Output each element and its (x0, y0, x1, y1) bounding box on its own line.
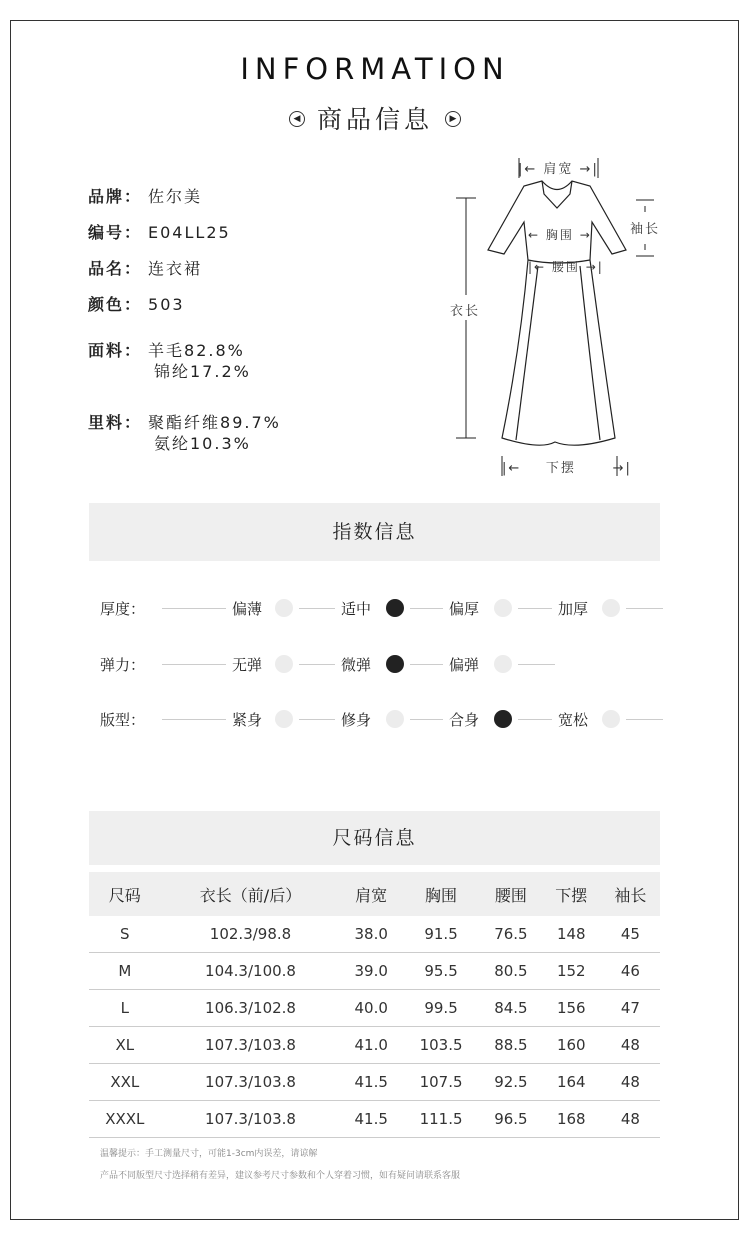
size-cell: 88.5 (480, 1027, 542, 1064)
dot-icon (602, 710, 620, 728)
scale-option-label: 偏薄 (232, 600, 263, 618)
size-section-title: 尺码信息 (89, 811, 660, 865)
table-row (89, 1101, 660, 1138)
scale-option-label: 偏厚 (449, 600, 480, 618)
size-cell: 107.5 (402, 1064, 480, 1101)
size-cell: 156 (542, 990, 601, 1027)
size-cell: 152 (542, 953, 601, 990)
size-cell: 164 (542, 1064, 601, 1101)
size-cell: 40.0 (340, 990, 402, 1027)
size-cell: 84.5 (480, 990, 542, 1027)
dress-diagram (440, 150, 670, 480)
scale-option-label: 加厚 (558, 600, 589, 618)
dot-icon (275, 599, 293, 617)
size-cell: 38.0 (340, 916, 402, 953)
scale-row (100, 652, 663, 676)
chest-label: ← 胸围 → (528, 228, 592, 242)
size-cell: 80.5 (480, 953, 542, 990)
shoulder-width-label: |← 肩宽 →| (518, 162, 599, 177)
size-cell: 107.3/103.8 (161, 1064, 341, 1101)
size-cell: XXL (89, 1064, 161, 1101)
size-header-cell: 衣长（前/后） (161, 872, 341, 916)
info-color: 颜色： 503 (88, 295, 185, 314)
scale-option-label: 微弹 (341, 656, 372, 674)
size-cell: 48 (601, 1064, 660, 1101)
size-cell: 99.5 (402, 990, 480, 1027)
size-cell: 46 (601, 953, 660, 990)
selected-dot-icon (386, 599, 404, 617)
dot-icon (386, 710, 404, 728)
size-cell: 107.3/103.8 (161, 1027, 341, 1064)
size-cell: 103.5 (402, 1027, 480, 1064)
selected-dot-icon (386, 655, 404, 673)
dot-icon (275, 710, 293, 728)
size-cell: L (89, 990, 161, 1027)
size-cell: 91.5 (402, 916, 480, 953)
scale-option-label: 修身 (341, 711, 372, 729)
dot-icon (275, 655, 293, 673)
size-cell: 111.5 (402, 1101, 480, 1138)
scale-option-label: 无弹 (232, 656, 263, 674)
scale-option-label: 偏弹 (449, 656, 480, 674)
page-title: INFORMATION (240, 52, 510, 86)
size-header-cell: 胸围 (402, 872, 480, 916)
scale-label: 版型： (100, 711, 146, 729)
scale-option-label: 紧身 (232, 711, 263, 729)
size-cell: 76.5 (480, 916, 542, 953)
scale-option-label: 宽松 (558, 711, 589, 729)
scale-row (100, 707, 663, 731)
size-cell: 41.5 (340, 1101, 402, 1138)
size-cell: 104.3/100.8 (161, 953, 341, 990)
info-name: 品名： 连衣裙 (88, 259, 203, 278)
scale-row (100, 596, 663, 620)
size-cell: 41.0 (340, 1027, 402, 1064)
hem-label: |← 下摆 →| (502, 461, 632, 476)
size-cell: 148 (542, 916, 601, 953)
table-row (89, 990, 660, 1027)
scale-option-label: 适中 (341, 600, 372, 618)
size-cell: 95.5 (402, 953, 480, 990)
table-row (89, 953, 660, 990)
arrow-left-icon: ◀ (289, 111, 305, 127)
subtitle-text: 商品信息 (316, 105, 433, 134)
size-cell: 107.3/103.8 (161, 1101, 341, 1138)
size-header-cell: 腰围 (480, 872, 542, 916)
size-cell: 41.5 (340, 1064, 402, 1101)
dot-icon (602, 599, 620, 617)
dot-icon (494, 655, 512, 673)
size-cell: XXXL (89, 1101, 161, 1138)
size-cell: 92.5 (480, 1064, 542, 1101)
info-brand: 品牌： 佐尔美 (88, 187, 203, 206)
size-cell: 48 (601, 1101, 660, 1138)
table-row (89, 916, 660, 953)
size-cell: M (89, 953, 161, 990)
size-header-cell: 尺码 (89, 872, 161, 916)
size-cell: 47 (601, 990, 660, 1027)
sleeve-length-label: 袖长 (630, 222, 661, 237)
size-cell: 102.3/98.8 (161, 916, 341, 953)
index-section-title: 指数信息 (89, 503, 660, 561)
size-cell: 160 (542, 1027, 601, 1064)
scale-label: 弹力： (100, 656, 146, 674)
size-cell: XL (89, 1027, 161, 1064)
size-cell: 96.5 (480, 1101, 542, 1138)
info-lining: 里料： 聚酯纤维89.7% 氨纶10.3% (88, 413, 281, 453)
table-row (89, 1064, 660, 1101)
size-cell: 45 (601, 916, 660, 953)
info-fabric: 面料： 羊毛82.8% 锦纶17.2% (88, 341, 251, 381)
arrow-right-icon: ▶ (445, 111, 461, 127)
size-cell: S (89, 916, 161, 953)
length-label: 衣长 (450, 304, 481, 319)
size-cell: 168 (542, 1101, 601, 1138)
scale-option-label: 合身 (449, 711, 480, 729)
note-line-2: 产品不同版型尺寸选择稍有差异，建议参考尺寸参数和个人穿着习惯，如有疑问请联系客服 (100, 1171, 461, 1181)
selected-dot-icon (494, 710, 512, 728)
size-cell: 106.3/102.8 (161, 990, 341, 1027)
size-cell: 39.0 (340, 953, 402, 990)
size-header-cell: 下摆 (542, 872, 601, 916)
size-header-cell: 袖长 (601, 872, 660, 916)
page-subtitle (0, 100, 750, 136)
size-table (89, 872, 660, 1138)
size-header-cell: 肩宽 (340, 872, 402, 916)
note-line-1: 温馨提示：手工测量尺寸，可能1-3cm内误差，请谅解 (100, 1149, 318, 1159)
info-code: 编号： E04LL25 (88, 223, 231, 242)
waist-label: |← 腰围 →| (528, 260, 604, 274)
dot-icon (494, 599, 512, 617)
table-row (89, 1027, 660, 1064)
scale-label: 厚度： (100, 600, 146, 618)
size-cell: 48 (601, 1027, 660, 1064)
